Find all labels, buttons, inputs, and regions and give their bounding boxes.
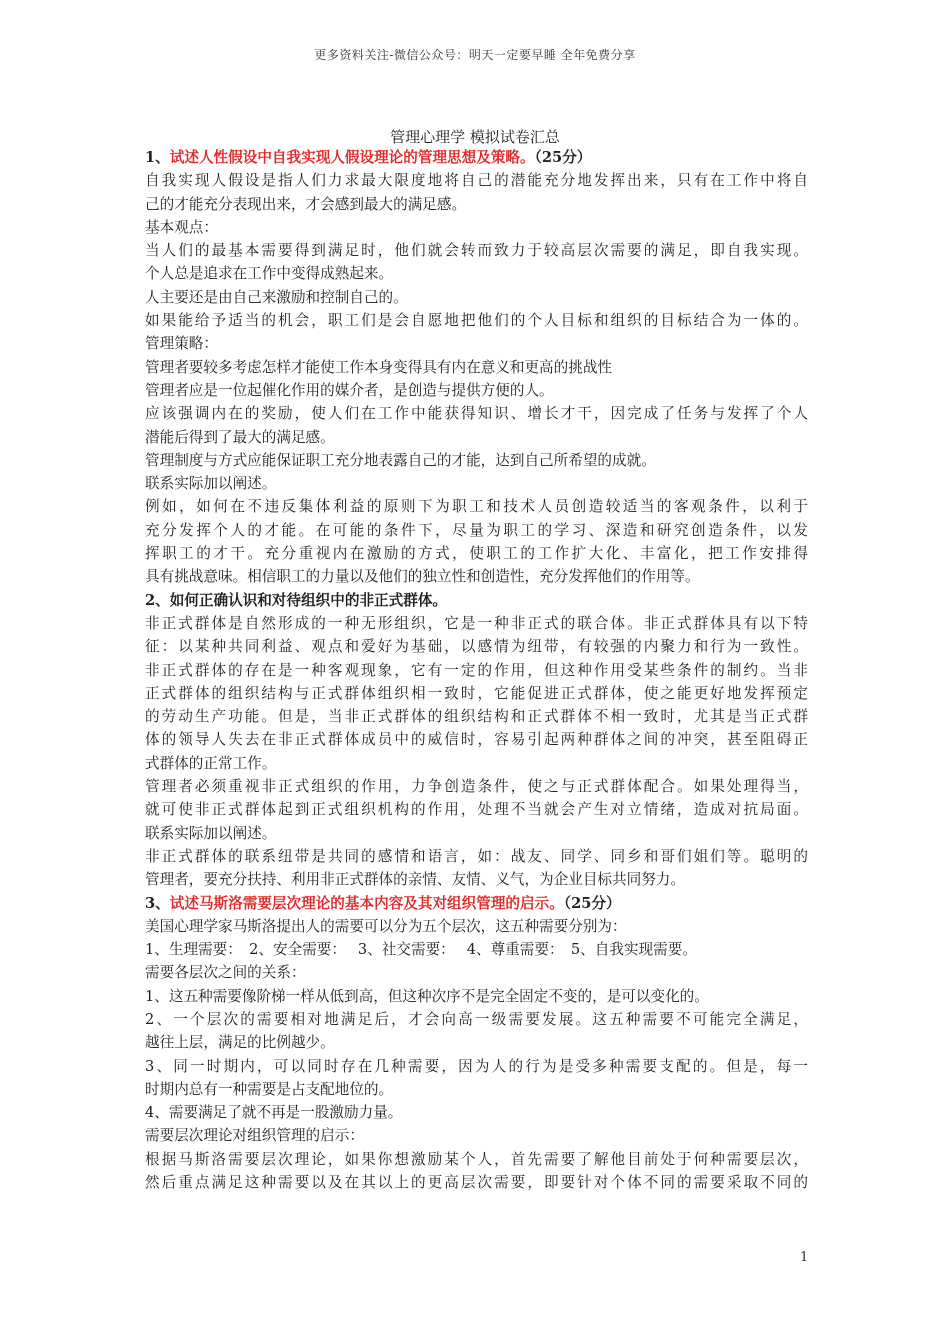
question-number: 1、 bbox=[145, 149, 170, 166]
text-line: 如果能给予适当的机会，职工们是会自愿地把他们的个人目标和组织的目标结合为一体的。 bbox=[145, 312, 808, 330]
text-line: 管理制度与方式应能保证职工充分地表露自己的才能，达到自己所希望的成就。 bbox=[145, 451, 656, 469]
text-line: 联系实际加以阐述。 bbox=[145, 824, 277, 842]
text-line: 个人总是追求在工作中变得成熟起来。 bbox=[145, 265, 394, 283]
question-score: （25分） bbox=[534, 149, 592, 166]
text-line: 自我实现人假设是指人们力求最大限度地将自己的潜能充分地发挥出来，只有在工作中将自 bbox=[145, 172, 808, 190]
text-line: 管理者，要充分扶持、利用非正式群体的亲情、友情、义气，为企业目标共同努力。 bbox=[145, 871, 685, 889]
text-line: 1、这五种需要像阶梯一样从低到高，但这种次序不是完全固定不变的，是可以变化的。 bbox=[145, 987, 709, 1005]
text-line: 式群体的正常工作。 bbox=[145, 754, 277, 772]
text-line: 管理者必须重视非正式组织的作用，力争创造条件，使之与正式群体配合。如果处理得当， bbox=[145, 778, 808, 796]
question-score: （25分） bbox=[563, 894, 621, 912]
question-text: 试述人性假设中自我实现人假设理论的管理思想及策略。 bbox=[169, 149, 535, 166]
text-line: 非正式群体的存在是一种客观现象，它有一定的作用，但这种作用受某些条件的制约。当非 bbox=[145, 661, 808, 679]
text-line: 美国心理学家马斯洛提出人的需要可以分为五个层次，这五种需要分别为： bbox=[145, 917, 627, 935]
text-line: 管理者要较多考虑怎样才能使工作本身变得具有内在意义和更高的挑战性 bbox=[145, 358, 613, 376]
text-line: 具有挑战意味。相信职工的力量以及他们的独立性和创造性，充分发挥他们的作用等。 bbox=[145, 568, 700, 586]
text-line: 潜能后得到了最大的满足感。 bbox=[145, 428, 335, 446]
text-line: 需要层次理论对组织管理的启示： bbox=[145, 1127, 364, 1145]
page-header: 更多资料关注-微信公众号：明天一定要早睡 全年免费分享 bbox=[314, 48, 636, 62]
text-line: 越往上层，满足的比例越少。 bbox=[145, 1034, 335, 1052]
text-line: 4、需要满足了就不再是一股激励力量。 bbox=[145, 1104, 403, 1122]
text-line: 基本观点： bbox=[145, 218, 218, 236]
text-line: 管理策略： bbox=[145, 335, 218, 353]
text-line: 时期内总有一种需要是占支配地位的。 bbox=[145, 1080, 394, 1098]
text-line: 挥职工的才干。充分重视内在激励的方式，使职工的工作扩大化、丰富化，把工作安排得 bbox=[145, 545, 808, 563]
text-line: 的劳动生产功能。但是，当非正式群体的组织结构和正式群体不相一致时，尤其是当正式群 bbox=[145, 708, 808, 726]
text-line: 1、生理需要： 2、安全需要： 3、社交需要： 4、尊重需要： 5、自我实现需要。 bbox=[145, 941, 697, 959]
text-line: 根据马斯洛需要层次理论，如果你想激励某个人，首先需要了解他目前处于何种需要层次， bbox=[145, 1150, 808, 1168]
text-line: 己的才能充分表现出来，才会感到最大的满足感。 bbox=[145, 195, 467, 213]
text-line: 征：以某种共同利益、观点和爱好为基础，以感情为纽带，有较强的内聚力和行为一致性。 bbox=[145, 638, 808, 656]
question-heading bbox=[145, 146, 808, 169]
text-line: 非正式群体的联系纽带是共同的感情和语言，如：战友、同学、同乡和哥们姐们等。聪明的 bbox=[145, 847, 808, 865]
text-line: 然后重点满足这种需要以及在其以上的更高层次需要，即要针对个体不同的需要采取不同的 bbox=[145, 1174, 808, 1192]
text-line: 就可使非正式群体起到正式组织机构的作用，处理不当就会产生对立情绪，造成对抗局面。 bbox=[145, 801, 808, 819]
text-line: 正式群体的组织结构与正式群体组织相一致时，它能促进正式群体，使之能更好地发挥预定 bbox=[145, 684, 808, 702]
text-line: 2、如何正确认识和对待组织中的非正式群体。 bbox=[145, 591, 448, 609]
text-line: 体的领导人失去在非正式群体成员中的威信时，容易引起两种群体之间的冲突，甚至阻碍正 bbox=[145, 731, 808, 749]
page-number: 1 bbox=[800, 1250, 809, 1265]
question-heading bbox=[145, 892, 808, 915]
text-line: 联系实际加以阐述。 bbox=[145, 475, 277, 493]
document-body bbox=[145, 146, 808, 1194]
text-line: 非正式群体是自然形成的一种无形组织，它是一种非正式的联合体。非正式群体具有以下特 bbox=[145, 614, 808, 632]
question-number: 3、 bbox=[145, 894, 170, 912]
document-title: 管理心理学 模拟试卷汇总 bbox=[390, 128, 560, 146]
text-line: 人主要还是由自己来激励和控制自己的。 bbox=[145, 288, 408, 306]
question-text: 试述马斯洛需要层次理论的基本内容及其对组织管理的启示。 bbox=[169, 894, 564, 912]
text-line: 充分发挥个人的才能。在可能的条件下，尽量为职工的学习、深造和研究创造条件，以发 bbox=[145, 521, 808, 539]
text-line: 需要各层次之间的关系： bbox=[145, 964, 306, 982]
text-line: 管理者应是一位起催化作用的媒介者，是创造与提供方便的人。 bbox=[145, 381, 554, 399]
text-line: 应该强调内在的奖励，使人们在工作中能获得知识、增长才干，因完成了任务与发挥了个人 bbox=[145, 405, 808, 423]
text-line: 3、同一时期内，可以同时存在几种需要，因为人的行为是受多种需要支配的。但是，每一 bbox=[145, 1057, 808, 1075]
text-line: 当人们的最基本需要得到满足时，他们就会转而致力于较高层次需要的满足，即自我实现。 bbox=[145, 242, 808, 260]
text-line: 例如，如何在不违反集体利益的原则下为职工和技术人员创造较适当的客观条件，以利于 bbox=[145, 498, 808, 516]
text-line: 2、一个层次的需要相对地满足后，才会向高一级需要发展。这五种需要不可能完全满足， bbox=[145, 1010, 808, 1028]
